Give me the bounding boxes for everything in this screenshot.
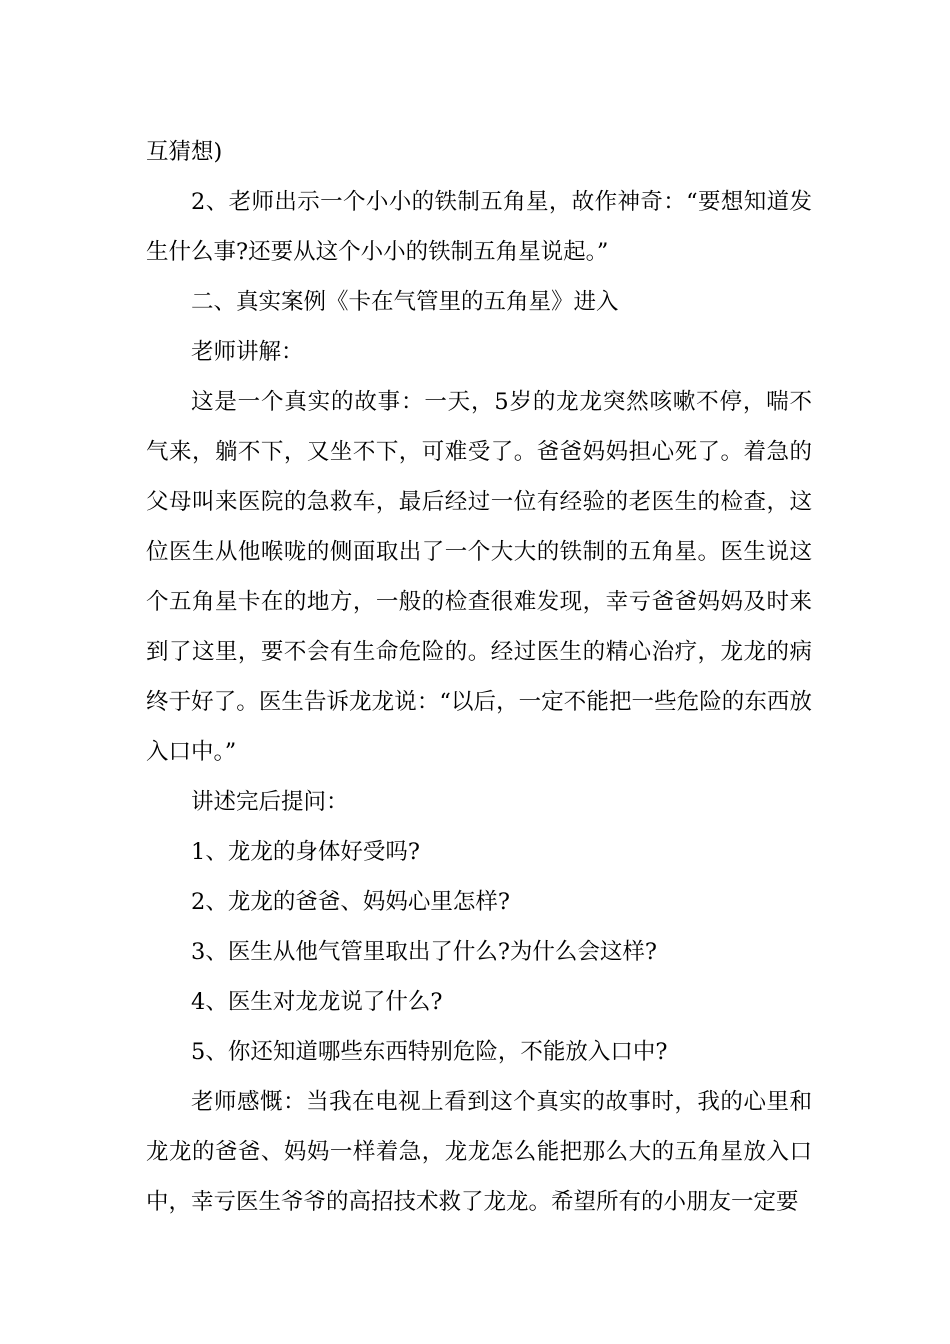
question-item-3: 3、医生从他气管里取出了什么?为什么会这样? <box>191 939 657 965</box>
paragraph-step-2: 2、老师出示一个小小的铁制五角星，故作神奇：“要想知道发生什么事?还要从这个小小的铁制五角星说起。” <box>146 189 812 265</box>
question-item-2: 2、龙龙的爸爸、妈妈心里怎样? <box>191 889 510 915</box>
question-item-4: 4、医生对龙龙说了什么? <box>191 989 443 1015</box>
question-item-1: 1、龙龙的身体好受吗? <box>191 839 420 865</box>
paragraph-questions-intro: 讲述完后提问： <box>191 789 349 815</box>
paragraph-teacher-reflection: 老师感慨：当我在电视上看到这个真实的故事时，我的心里和龙龙的爸爸、妈妈一样着急，龙龙怎么能把那么大的五角星放入口中，幸亏医生爷爷的高招技术救了龙龙。希望所有的小朋友一定要 <box>146 1089 812 1215</box>
question-item-5: 5、你还知道哪些东西特别危险，不能放入口中? <box>191 1039 668 1065</box>
document-body <box>146 127 812 1227</box>
section-heading-case: 二、真实案例《卡在气管里的五角星》进入 <box>191 289 619 315</box>
paragraph-teacher-explain: 老师讲解： <box>191 339 304 365</box>
paragraph-continuation: 互猜想) <box>146 139 223 165</box>
paragraph-story: 这是一个真实的故事：一天，5岁的龙龙突然咳嗽不停，喘不气来，躺不下，又坐不下，可难受了。爸爸妈妈担心死了。着急的父母叫来医院的急救车，最后经过一位有经验的老医生的检查，这位医生从他喉咙的侧面取出了一个大大的铁制的五角星。医生说这个五角星卡在的地方，一般的检查很难发现，幸亏爸爸妈妈及时来到了这里，要不会有生命危险的。经过医生的精心治疗，龙龙的病终于好了。医生告诉龙龙说：“以后，一定不能把一些危险的东西放入口中。” <box>146 389 812 765</box>
